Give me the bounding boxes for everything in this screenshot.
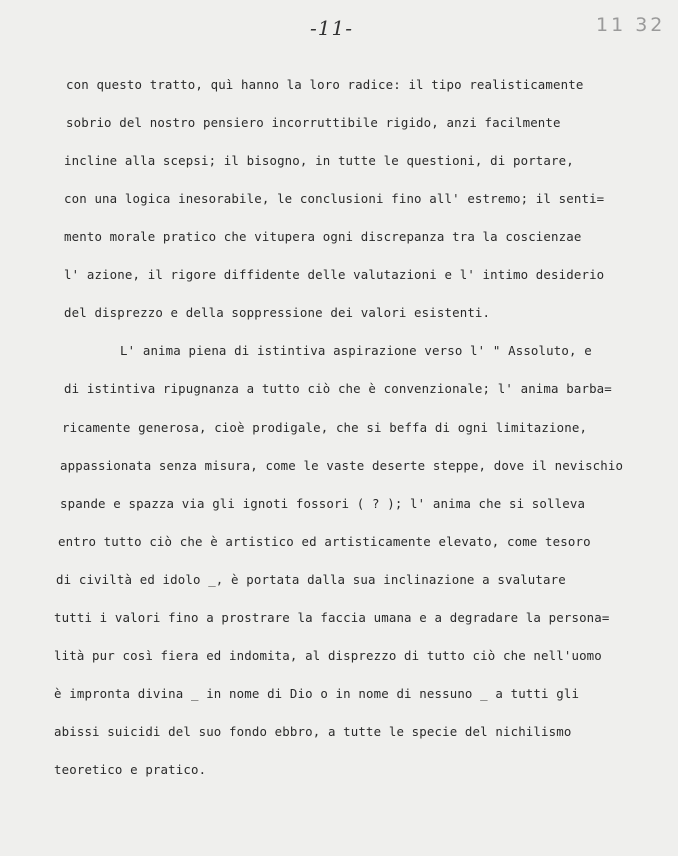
text-line: tutti i valori fino a prostrare la faccia umana e a degradare la persona= <box>54 610 610 625</box>
text-line: ricamente generosa, cioè prodigale, che si beffa di ogni limitazione, <box>62 420 588 435</box>
text-line: è impronta divina _ in nome di Dio o in nome di nessuno _ a tutti gli <box>54 686 580 701</box>
text-line: spande e spazza via gli ignoti fossori ( ? ); l' anima che si solleva <box>60 496 586 511</box>
text-line: di istintiva ripugnanza a tutto ciò che è convenzionale; l' anima barba= <box>64 381 612 396</box>
archive-number: 11 32 <box>596 14 666 36</box>
text-line: incline alla scepsi; il bisogno, in tutte le questioni, di portare, <box>64 153 574 168</box>
text-line: abissi suicidi del suo fondo ebbro, a tutte le specie del nichilismo <box>54 724 572 739</box>
text-line: con questo tratto, quì hanno la loro radice: il tipo realisticamente <box>66 77 584 92</box>
text-line: mento morale pratico che vitupera ogni discrepanza tra la coscienzae <box>64 229 582 244</box>
text-line: entro tutto ciò che è artistico ed artisticamente elevato, come tesoro <box>58 534 591 549</box>
text-line: L' anima piena di istintiva aspirazione verso l' " Assoluto, e <box>120 343 592 358</box>
page-number: -11- <box>310 16 353 40</box>
text-line: teoretico e pratico. <box>54 762 207 777</box>
text-line: l' azione, il rigore diffidente delle valutazioni e l' intimo desiderio <box>64 267 605 282</box>
text-line: appassionata senza misura, come le vaste deserte steppe, dove il nevischio <box>60 458 624 473</box>
text-line: di civiltà ed idolo _, è portata dalla sua inclinazione a svalutare <box>56 572 566 587</box>
text-line: lità pur così fiera ed indomita, al disprezzo di tutto ciò che nell'uomo <box>54 648 602 663</box>
text-line: con una logica inesorabile, le conclusioni fino all' estremo; il senti= <box>64 191 605 206</box>
text-line: del disprezzo e della soppressione dei valori esistenti. <box>64 305 491 320</box>
text-line: sobrio del nostro pensiero incorruttibile rigido, anzi facilmente <box>66 115 561 130</box>
